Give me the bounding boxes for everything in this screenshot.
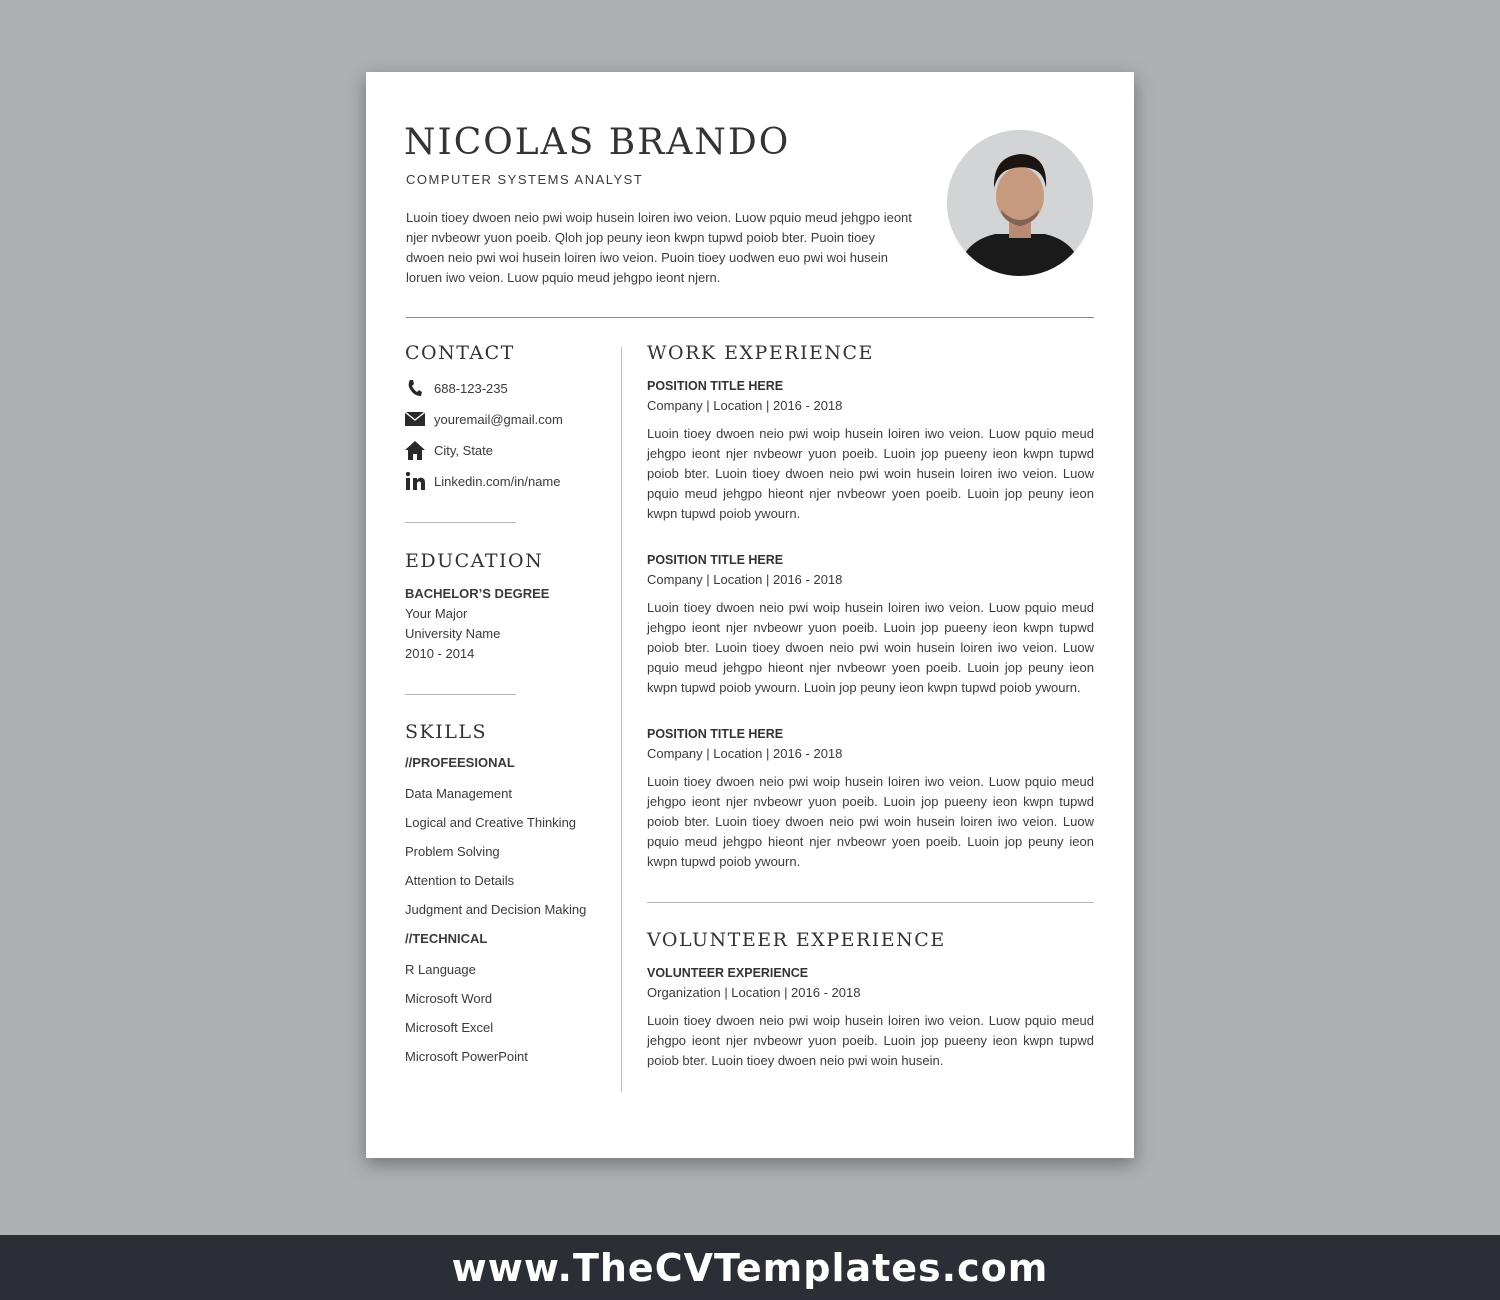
contact-heading: CONTACT bbox=[405, 342, 515, 364]
job-entry bbox=[647, 724, 1094, 872]
education-heading: EDUCATION bbox=[405, 550, 544, 572]
contact-linkedin-text: Linkedin.com/in/name bbox=[434, 473, 561, 489]
contact-linkedin bbox=[405, 471, 610, 491]
job-meta-2: Company | Location | 2016 - 2018 bbox=[647, 572, 843, 587]
contact-phone-text: 688-123-235 bbox=[434, 380, 508, 396]
volunteer-heading: VOLUNTEER EXPERIENCE bbox=[647, 929, 946, 951]
contact-email-text: youremail@gmail.com bbox=[434, 411, 563, 427]
job-title-3: POSITION TITLE HERE bbox=[647, 727, 784, 741]
skill-item: Judgment and Decision Making bbox=[405, 902, 587, 917]
job-desc-1: Luoin tioey dwoen neio pwi woip husein loiren iwo veion. Luow pquio meud jehgpo ieont njer nvbeowr yuon poeib. Luoin jop pueeny ieon kwpn tupwd poiob bter. Luoin tioey dwoen neio pwi woin husein loiren iwo veion. Luow pquio meud jehgpo hieont njer nvbeowr yoen poeib. Luoin jop peuny ieon kwpn tupwd poiob ywourn. bbox=[647, 426, 1094, 521]
phone-icon bbox=[405, 378, 425, 398]
contact-phone bbox=[405, 378, 610, 398]
column-divider bbox=[621, 347, 622, 1092]
volunteer-entry bbox=[647, 963, 1094, 1071]
job-title: COMPUTER SYSTEMS ANALYST bbox=[406, 172, 644, 187]
job-entry bbox=[647, 376, 1094, 524]
skills-technical-heading: //TECHNICAL bbox=[405, 931, 488, 946]
left-column bbox=[405, 342, 610, 1076]
volunteer-title: VOLUNTEER EXPERIENCE bbox=[647, 966, 809, 980]
education-degree: BACHELOR’S DEGREE bbox=[405, 586, 550, 601]
skill-item: R Language bbox=[405, 962, 476, 977]
work-heading: WORK EXPERIENCE bbox=[647, 342, 874, 364]
job-desc-2: Luoin tioey dwoen neio pwi woip husein loiren iwo veion. Luow pquio meud jehgpo ieont njer nvbeowr yuon poeib. Luoin jop pueeny ieon kwpn tupwd poiob bter. Luoin tioey dwoen neio pwi woin husein loiren iwo veion. Luow pquio meud jehgpo hieont njer nvbeowr yoen poeib. Luoin jop peuny ieon kwpn tupwd poiob ywourn. Luoin jop peuny ieon kwpn tupwd poiob ywourn. bbox=[647, 600, 1094, 695]
skill-item: Microsoft Word bbox=[405, 991, 493, 1006]
profile-summary: Luoin tioey dwoen neio pwi woip husein loiren iwo veion. Luow pquio meud jehgpo ieont njer nvbeowr yuon poeib. Qloh jop peuny ieon kwpn tupwd poiob bter. Puoin tioey dwoen neio pwi woi husein loiren iwo veion. Puoin tioey uodwen euo pwi woi husein loruen iwo veion. Luow pquio meud jehgpo ieont njern. bbox=[406, 210, 912, 285]
skill-item: Logical and Creative Thinking bbox=[405, 815, 577, 830]
footer-banner bbox=[0, 1235, 1500, 1300]
website-url[interactable]: www.TheCVTemplates.com bbox=[451, 1245, 1049, 1290]
skills-heading: SKILLS bbox=[405, 721, 487, 743]
skill-item: Microsoft Excel bbox=[405, 1020, 494, 1035]
envelope-icon bbox=[405, 409, 425, 429]
job-desc-3: Luoin tioey dwoen neio pwi woip husein loiren iwo veion. Luow pquio meud jehgpo ieont njer nvbeowr yuon poeib. Luoin jop pueeny ieon kwpn tupwd poiob bter. Luoin tioey dwoen neio pwi woin husein loiren iwo veion. Luow pquio meud jehgpo hieont njer nvbeowr yoen poeib. Luoin jop peuny ieon kwpn tupwd poiob ywourn. bbox=[647, 774, 1094, 869]
skills-professional-heading: //PROFEESIONAL bbox=[405, 755, 515, 770]
profile-photo bbox=[947, 130, 1093, 276]
job-meta-3: Company | Location | 2016 - 2018 bbox=[647, 746, 843, 761]
job-title-2: POSITION TITLE HERE bbox=[647, 553, 784, 567]
header-divider bbox=[406, 317, 1094, 318]
education-major: Your Major bbox=[405, 606, 468, 621]
contact-location-text: City, State bbox=[434, 442, 494, 458]
volunteer-desc: Luoin tioey dwoen neio pwi woip husein loiren iwo veion. Luow pquio meud jehgpo ieont njer nvbeowr yuon poeib. Luoin jop pueeny ieon kwpn tupwd poiob bter. Luoin tioey dwoen neio pwi woin husein. bbox=[647, 1013, 1094, 1068]
skill-item: Attention to Details bbox=[405, 873, 515, 888]
portrait-illustration bbox=[947, 130, 1093, 276]
skill-item: Data Management bbox=[405, 786, 512, 801]
skill-item: Problem Solving bbox=[405, 844, 500, 859]
contact-location bbox=[405, 440, 610, 460]
home-icon bbox=[405, 440, 425, 460]
resume-page bbox=[366, 72, 1134, 1158]
job-title-1: POSITION TITLE HERE bbox=[647, 379, 784, 393]
candidate-name: NICOLAS BRANDO bbox=[404, 122, 791, 163]
contact-email bbox=[405, 409, 610, 429]
job-meta-1: Company | Location | 2016 - 2018 bbox=[647, 398, 843, 413]
right-column bbox=[647, 342, 1094, 1071]
skill-item: Microsoft PowerPoint bbox=[405, 1049, 528, 1064]
education-university: University Name bbox=[405, 626, 501, 641]
education-years: 2010 - 2014 bbox=[405, 646, 475, 661]
volunteer-meta: Organization | Location | 2016 - 2018 bbox=[647, 985, 861, 1000]
linkedin-icon bbox=[405, 471, 425, 491]
job-entry bbox=[647, 550, 1094, 698]
